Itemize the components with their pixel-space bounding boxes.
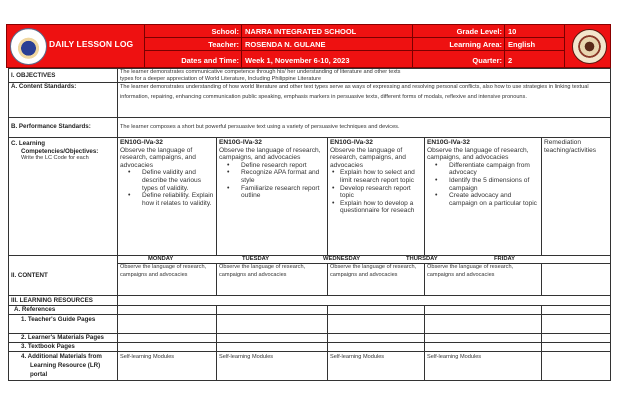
quarter-value: 2 xyxy=(508,56,513,65)
quarter-label: Quarter: xyxy=(472,56,502,65)
competency-intro: Observe the language of research, campaigns, and advocacies xyxy=(427,146,529,162)
competency-monday xyxy=(117,137,217,256)
competency-thursday xyxy=(424,137,542,256)
header-divider xyxy=(144,50,564,51)
competency-bullet: • Recognize APA format and style xyxy=(225,169,325,184)
competency-bullet: • Differentiate campaign from advocacy xyxy=(433,162,539,177)
competency-bullet: • Define reliability. Explain how it relates to validity. xyxy=(126,192,214,207)
additional-thursday: Self-learning Modules xyxy=(424,351,542,381)
additional-friday xyxy=(541,351,611,381)
content-standards-text: The learner demonstrates understanding of how world literature and other text types serve as ways of expressing and resolving personal conflicts, also how to use strategies in linking textual information, repairing, enhancing communication public speaking, emphasis markers in persuasive texts, different forms of modals, reflexive and intensive pronouns. xyxy=(117,82,611,118)
day-header-wednesday: WEDNESDAY xyxy=(323,256,361,262)
competencies-label-line2: Competencies/Objectives: xyxy=(21,147,99,155)
additional-tuesday: Self-learning Modules xyxy=(216,351,328,381)
references-label: A. References xyxy=(8,305,118,315)
content-tuesday: Observe the language of research, campaigns and advocacies xyxy=(216,263,328,296)
competencies-label-line3: Write the LC Code for each xyxy=(21,155,89,161)
competency-bullet: • Define research report xyxy=(225,162,325,170)
teachers-guide-label: 1. Teacher's Guide Pages xyxy=(8,314,118,334)
day-header-friday: FRIDAY xyxy=(494,256,516,262)
learning-resources-label: III. LEARNING RESOURCES xyxy=(8,295,118,306)
competency-friday: Remediation teaching/activities xyxy=(541,137,611,256)
teacher-label: Teacher: xyxy=(208,40,239,49)
competency-intro: Observe the language of research, campaigns, and advocacies xyxy=(219,146,321,162)
competency-intro: Observe the language of research, campaigns, and advocacies xyxy=(120,146,196,169)
competency-wednesday xyxy=(327,137,425,256)
grade-value: 10 xyxy=(508,27,517,36)
content-monday: Observe the language of research, campaigns and advocacies xyxy=(117,263,217,296)
header-band xyxy=(6,24,611,68)
competencies-label-line1: C. Learning xyxy=(11,140,46,147)
competency-tuesday xyxy=(216,137,328,256)
additional-monday: Self-learning Modules xyxy=(117,351,217,381)
tg-tuesday xyxy=(216,314,328,334)
competencies-label xyxy=(8,137,118,256)
header-divider xyxy=(564,25,565,67)
learners-materials-label: 2. Learner's Materials Pages xyxy=(8,333,118,343)
dates-value: Week 1, November 6-10, 2023 xyxy=(245,56,350,65)
additional-materials-line3: portal xyxy=(30,371,48,378)
additional-materials-line1: 4. Additional Materials from xyxy=(21,353,102,360)
competency-bullet: • Create advocacy and campaign on a particular topic xyxy=(433,192,539,207)
header-divider xyxy=(144,37,564,38)
objectives-label: I. OBJECTIVES xyxy=(8,68,118,83)
day-header-thursday: THURSDAY xyxy=(406,256,438,262)
tg-wednesday xyxy=(327,314,425,334)
school-seal-icon xyxy=(572,29,607,64)
school-label: School: xyxy=(211,27,239,36)
content-thursday: Observe the language of research, campaigns and advocacies xyxy=(424,263,542,296)
lc-code: EN10G-IVa-32 xyxy=(120,139,163,146)
dates-label: Dates and Time: xyxy=(181,56,239,65)
header-divider xyxy=(241,25,242,67)
additional-wednesday: Self-learning Modules xyxy=(327,351,425,381)
tg-thursday xyxy=(424,314,542,334)
grade-label: Grade Level: xyxy=(456,27,502,36)
competency-bullet: • Explain how to develop a questionnaire for reseach xyxy=(330,200,422,215)
content-standards-label: A. Content Standards: xyxy=(8,82,118,118)
competency-bullet: • Identify the 5 dimensions of campaign xyxy=(433,177,539,192)
content-wednesday: Observe the language of research, campaigns and advocacies xyxy=(327,263,425,296)
competency-bullet: • Define validity and describe the various types of validity. xyxy=(126,169,214,192)
lc-code: EN10G-IVa-32 xyxy=(219,139,262,146)
objectives-line1: The learner demonstrates communicative competence through his/ her understanding of literature and other texts xyxy=(120,69,401,75)
page-title: DAILY LESSON LOG xyxy=(49,39,134,49)
learning-area-value: English xyxy=(508,40,536,49)
header-divider xyxy=(504,25,505,67)
additional-materials-line2: Learning Resource (LR) xyxy=(30,362,101,369)
competency-bullet: • Explain how to select and limit research report topic xyxy=(330,169,422,184)
objectives-line2: types for a deeper appreciation of World Literature, Including Philippine Literature xyxy=(120,76,322,82)
teacher-value: ROSENDA N. GULANE xyxy=(245,40,326,49)
objectives-text xyxy=(117,68,611,83)
tg-monday xyxy=(117,314,217,334)
competency-intro: Observe the language of research, campaigns, and advocacies xyxy=(330,146,406,169)
lc-code: EN10G-IVa-32 xyxy=(427,139,470,146)
performance-standards-text: The learner composes a short but powerful persuasive text using a variety of persuasive techniques and devices. xyxy=(117,117,611,138)
tg-friday xyxy=(541,314,611,334)
school-value: NARRA INTEGRATED SCHOOL xyxy=(245,27,357,36)
content-label: II. CONTENT xyxy=(8,255,118,296)
day-header-tuesday: TUESDAY xyxy=(242,256,270,262)
content-friday xyxy=(541,263,611,296)
lc-code: EN10G-IVa-32 xyxy=(330,139,373,146)
deped-seal-icon xyxy=(10,28,47,65)
learning-area-label: Learning Area: xyxy=(449,40,502,49)
day-header-monday: MONDAY xyxy=(148,256,174,262)
competency-bullet: • Familiarize research report outline xyxy=(225,185,325,200)
additional-materials-label xyxy=(8,351,118,381)
competency-bullet: • Develop research report topic xyxy=(330,185,422,200)
performance-standards-label: B. Performance Standards: xyxy=(8,117,118,138)
textbook-pages-label: 3. Textbook Pages xyxy=(8,342,118,352)
